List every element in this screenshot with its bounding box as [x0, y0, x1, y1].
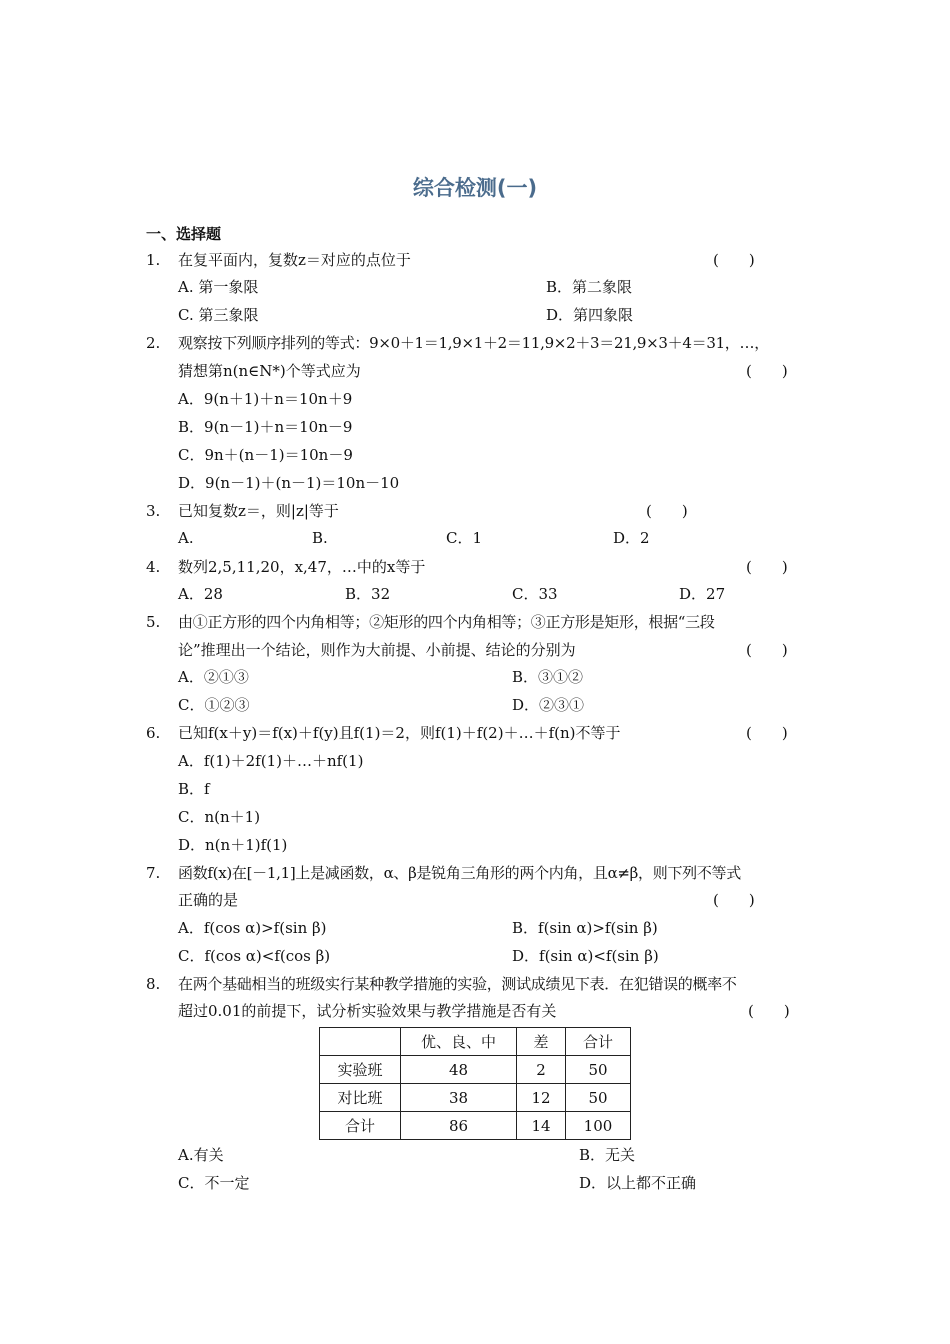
q8-text-line1: 在两个基础相当的班级实行某种教学措施的实验，测试成绩见下表．在犯错误的概率不	[178, 975, 737, 993]
q3-number: 3.	[146, 502, 161, 520]
table-header-cell: 合计	[566, 1028, 631, 1056]
table-cell: 86	[401, 1112, 517, 1140]
q1-number: 1.	[146, 251, 161, 269]
q8-option-b: B．无关	[579, 1146, 636, 1164]
q8-number: 8.	[146, 975, 161, 993]
q3-option-a: A.	[178, 529, 194, 547]
q5-option-d: D．②③①	[512, 696, 585, 714]
table-cell: 2	[517, 1056, 566, 1084]
q1-answer-paren: ( )	[713, 251, 755, 269]
q5-option-b: B．③①②	[512, 668, 584, 686]
q4-option-d: D．27	[679, 585, 726, 603]
q5-option-a: A．②①③	[178, 668, 249, 686]
q8-option-c: C．不一定	[178, 1174, 250, 1192]
q7-text-line2: 正确的是	[178, 891, 239, 909]
q1-option-b: B．第二象限	[546, 278, 633, 296]
q8-option-a: A.有关	[178, 1146, 224, 1164]
q2-option-a: A．9(n＋1)＋n＝10n＋9	[178, 390, 353, 408]
table-row	[320, 1056, 631, 1084]
q3-answer-paren: ( )	[646, 502, 688, 520]
q6-option-d: D．n(n＋1)f(1)	[178, 836, 288, 854]
table-header-row	[320, 1028, 631, 1056]
q6-text: 已知f(x＋y)＝f(x)＋f(y)且f(1)＝2，则f(1)＋f(2)＋…＋f(n)不等于	[178, 724, 621, 742]
q2-number: 2.	[146, 334, 161, 352]
table-cell: 48	[401, 1056, 517, 1084]
q6-option-a: A．f(1)＋2f(1)＋…＋nf(1)	[178, 752, 364, 770]
q8-option-d: D．以上都不正确	[579, 1174, 697, 1192]
q2-option-d: D．9(n－1)＋(n－1)＝10n－10	[178, 474, 400, 492]
q2-answer-paren: ( )	[746, 362, 788, 380]
table-cell: 38	[401, 1084, 517, 1112]
q4-option-a: A．28	[178, 585, 223, 603]
q1-option-d: D．第四象限	[546, 306, 634, 324]
q6-option-c: C．n(n＋1)	[178, 808, 261, 826]
q7-option-d: D．f(sin α)<f(sin β)	[512, 947, 659, 965]
q5-text-line2: 论”推理出一个结论，则作为大前提、小前提、结论的分别为	[178, 641, 576, 659]
q7-option-b: B．f(sin α)>f(sin β)	[512, 919, 658, 937]
q5-text-line1: 由①正方形的四个内角相等；②矩形的四个内角相等；③正方形是矩形，根据“三段	[178, 613, 715, 631]
table-cell: 100	[566, 1112, 631, 1140]
q7-answer-paren: ( )	[713, 891, 755, 909]
q2-text-line1: 观察按下列顺序排列的等式：9×0＋1＝1,9×1＋2＝11,9×2＋3＝21,9×3＋4＝31，…，	[178, 334, 769, 352]
q1-text: 在复平面内，复数z＝对应的点位于	[178, 251, 411, 269]
page-title: 综合检测(一)	[412, 176, 538, 200]
table-cell: 14	[517, 1112, 566, 1140]
q4-text: 数列2,5,11,20，x,47，…中的x等于	[178, 558, 426, 576]
table-cell: 对比班	[320, 1084, 401, 1112]
q3-option-b: B.	[312, 529, 328, 547]
q4-option-c: C．33	[512, 585, 558, 603]
table-header-cell	[320, 1028, 401, 1056]
score-table	[319, 1027, 631, 1140]
q1-option-a: A. 第一象限	[178, 278, 259, 296]
table-row	[320, 1084, 631, 1112]
q2-option-b: B．9(n－1)＋n＝10n－9	[178, 418, 353, 436]
q4-option-b: B．32	[345, 585, 391, 603]
q5-option-c: C．①②③	[178, 696, 250, 714]
q7-number: 7.	[146, 864, 161, 882]
table-header-cell: 优、良、中	[401, 1028, 517, 1056]
q3-option-c: C．1	[446, 529, 483, 547]
q3-option-d: D．2	[613, 529, 650, 547]
table-cell: 合计	[320, 1112, 401, 1140]
q8-text-line2: 超过0.01的前提下，试分析实验效果与教学措施是否有关	[178, 1002, 557, 1020]
q7-option-a: A．f(cos α)>f(sin β)	[178, 919, 327, 937]
table-cell: 实验班	[320, 1056, 401, 1084]
q7-text-line1: 函数f(x)在[－1,1]上是减函数，α、β是锐角三角形的两个内角，且α≠β，则下列不等式	[178, 864, 741, 882]
q4-answer-paren: ( )	[746, 558, 788, 576]
q7-option-c: C．f(cos α)<f(cos β)	[178, 947, 331, 965]
table-cell: 50	[566, 1084, 631, 1112]
q8-answer-paren: ( )	[748, 1002, 790, 1020]
q5-number: 5.	[146, 613, 161, 631]
q5-answer-paren: ( )	[746, 641, 788, 659]
q1-option-c: C. 第三象限	[178, 306, 259, 324]
table-header-cell: 差	[517, 1028, 566, 1056]
q2-text-line2: 猜想第n(n∈N*)个等式应为	[178, 362, 361, 380]
q6-option-b: B．f	[178, 780, 210, 798]
table-cell: 12	[517, 1084, 566, 1112]
q2-option-c: C．9n＋(n－1)＝10n－9	[178, 446, 353, 464]
q6-number: 6.	[146, 724, 161, 742]
q4-number: 4.	[146, 558, 161, 576]
table-cell: 50	[566, 1056, 631, 1084]
section-heading: 一、选择题	[146, 225, 222, 243]
table-row	[320, 1112, 631, 1140]
q6-answer-paren: ( )	[746, 724, 788, 742]
q3-text: 已知复数z＝，则|z|等于	[178, 502, 339, 520]
